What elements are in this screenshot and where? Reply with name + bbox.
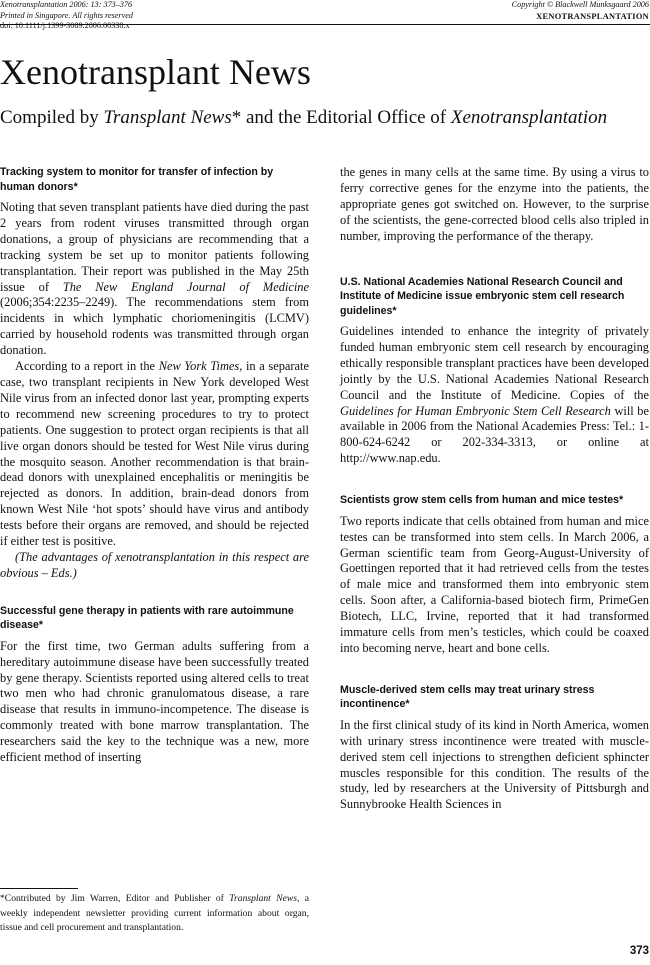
article-testes-stem-cells (340, 493, 649, 657)
article-heading: Successful gene therapy in patients with rare autoimmune disease* (0, 604, 294, 632)
copyright-notice: Copyright © Blackwell Munksgaard 2006 (511, 0, 649, 9)
article-paragraph: Two reports indicate that cells obtained from human and mice testes can be transformed into stem cells. In March 2006, a German scientific team from Georg-August-University of Goettingen reported that it had retrieved cells from the testes of male mice and transformed them into embryonic stem cells. Soon after, a California-based biotech firm, PrimeGen Biotech, LLC, Irvine, reported that it had transformed immature cells from men’s testicles, which could be coaxed into becoming nerve, heart and bone cells. (340, 513, 649, 655)
running-header-left (0, 0, 330, 32)
left-column (0, 165, 309, 766)
page-number: 373 (629, 945, 649, 957)
right-column (340, 165, 649, 813)
article-stem-cell-guidelines (340, 275, 649, 468)
article-paragraph: According to a report in the New York Times, in a separate case, two transplant recipients in New York developed West Nile virus from an infected donor last year, prompting experts to recommend new screening procedures to try to protect patients. One suggestion to protect organ recipients is that all live organ donors should be tested for West Nile virus during the mosquito season. Another recommendation is that brain-dead donors with unexplained encephalitis or meningitis be rejected as donors. In addition, brain-dead donors from known West Nile ‘hot spots’ should have virus and antibody tests before their organs are removed, and should be rejected if either test is positive. (0, 359, 309, 549)
article-paragraph: Guidelines intended to enhance the integrity of privately funded human embryonic stem cell research by encouraging ethically responsible transplant practices have been developed jointly by the U.S. National Academies National Research Council and the Institute of Medicine. Copies of the Guidelines for Human Embryonic Stem Cell Research will be available in 2006 from the National Academies Press: Tel.: 1-800-624-6242 or 202-334-3313, or online at http://www.nap.edu. (340, 324, 649, 466)
article-tracking-system (0, 165, 309, 582)
article-heading: Scientists grow stem cells from human and mice testes* (340, 494, 624, 507)
footnote-divider (0, 888, 78, 889)
article-paragraph: In the first clinical study of its kind in North America, women with urinary stress incontinence were treated with muscle-derived stem cell injections to strengthen deficient sphincter muscles responsible for this condition. The results of the study, led by researchers at the University of Pittsburgh and Sunnybrooke Health Sciences in (340, 717, 649, 812)
footnote: *Contributed by Jim Warren, Editor and Publisher of Transplant News, a weekly independent newsletter providing current information about organ, tissue and cell procurement and transplantation. (0, 893, 309, 934)
printed-notice: Printed in Singapore. All rights reserved (0, 10, 133, 20)
editor-note: (The advantages of xenotransplantation in this respect are obvious – Eds.) (0, 549, 309, 580)
doi: doi: 10.1111/j.1399-3089.2006.00338.x (0, 21, 130, 30)
article-gene-therapy (0, 604, 309, 766)
article-paragraph-continued: the genes in many cells at the same time. By using a virus to ferry corrective genes for the enzyme into the patients, the appropriate genes got switched on. However, to the surprise of the scientists, the gene-corrected blood cells also tripled in number, improving the performance of the therapy. (340, 165, 649, 243)
article-heading: U.S. National Academies National Research Council and Institute of Medicine issue embryonic stem cell research guidelines* (340, 275, 625, 317)
journal-citation: Xenotransplantation 2006: 13: 373–376 (0, 0, 133, 9)
page-subtitle: Compiled by Transplant News* and the Editorial Office of Xenotransplantation (0, 107, 608, 128)
header-divider (0, 24, 650, 25)
journal-label: XENOTRANSPLANTATION (536, 12, 649, 21)
article-urinary-incontinence (340, 683, 649, 813)
page-title: Xenotransplant News (0, 52, 311, 92)
article-heading: Tracking system to monitor for transfer of infection by human donors* (0, 166, 274, 193)
article-paragraph: For the first time, two German adults suffering from a hereditary autoimmune disease have been successfully treated by gene therapy. Scientists reported using altered cells to treat two men who had chronic granulomatous disease, a rare disease that results in immuno-incompetence. The disease is commonly treated with bone marrow transplantation. The researchers said the key to the technique was a new, more efficient method of inserting (0, 638, 309, 765)
article-paragraph: Noting that seven transplant patients have died during the past 2 years from rodent viruses transmitted through organ donations, a group of physicians are recommending that a tracking system be set up to monitor patients following transplantation. Their report was published in the May 25th issue of The New England Journal of Medicine (2006;354:2235–2249). The recommendations stem from incidents in which lymphatic choriomeningitis (LCMV) carried by household rodents was transmitted through organ donation. (0, 200, 309, 358)
article-heading: Muscle-derived stem cells may treat urinary stress incontinence* (340, 683, 595, 711)
